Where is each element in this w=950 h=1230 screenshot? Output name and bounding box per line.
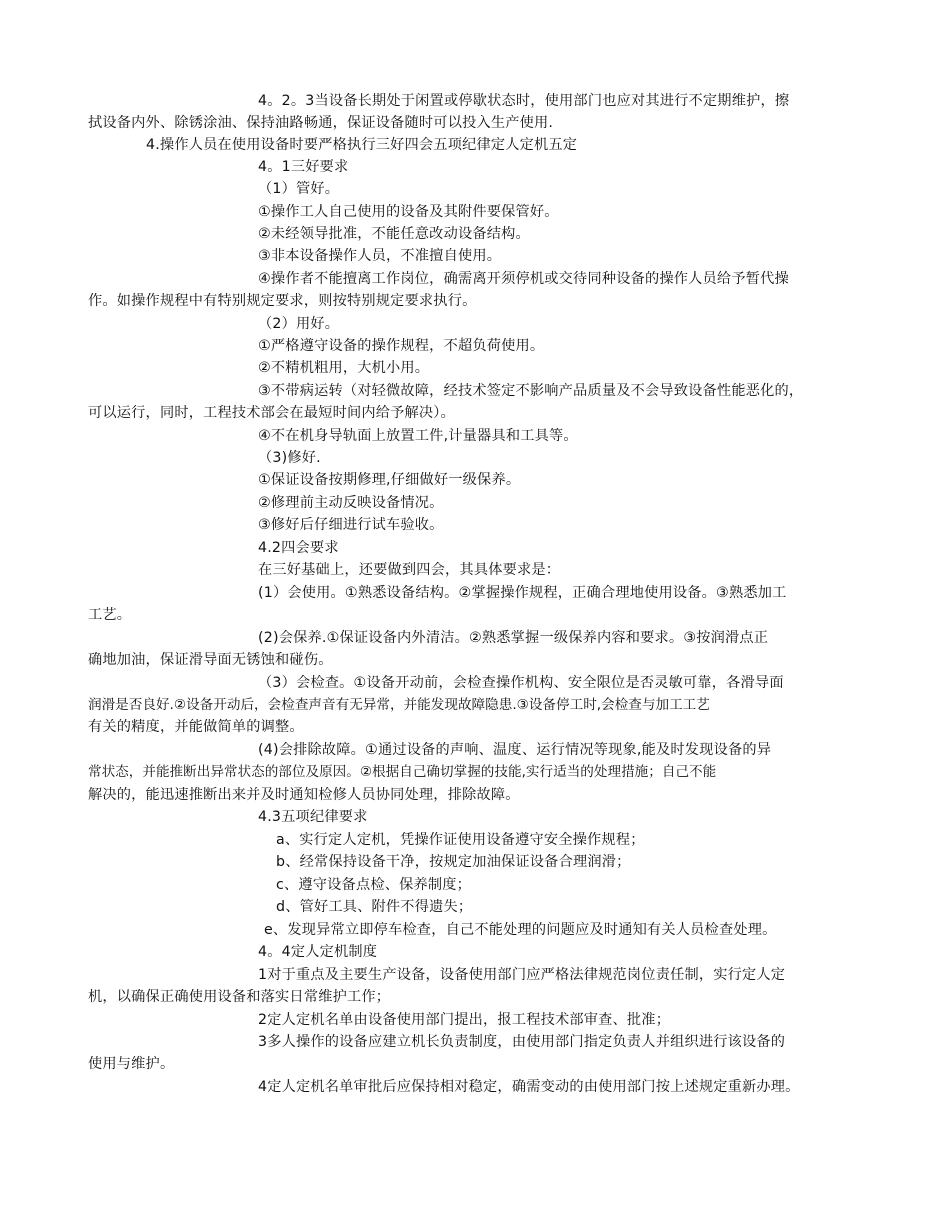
text-line: 有关的精度，并能做简单的调整。 [88,719,304,735]
text-line: 常状态，并能推断出异常状态的部位及原因。②根据自己确切掌握的技能,实行适当的处理措施；自己不能 [88,764,717,780]
list-item: b、经常保持设备干净，按规定加油保证设备合理润滑； [276,854,631,870]
text-line: 润滑是否良好.②设备开动后，会检查声音有无异常，并能发现故障隐患.③设备停工时,会检查与加工工艺 [88,697,710,713]
text-line: (1）会使用。①熟悉设备结构。②掌握操作规程，正确合理地使用设备。③熟悉加工 [258,585,787,601]
text-line: 确地加油，保证滑导面无锈蚀和碰伤。 [88,652,333,668]
text-line: （2）用好。 [258,316,340,332]
text-line: 4。2。3当设备长期处于闲置或停歇状态时，使用部门也应对其进行不定期维护，擦 [258,93,790,109]
text-line: 拭设备内外、除锈涂油、保持油路畅通，保证设备随时可以投入生产使用. [88,115,554,131]
list-item: d、管好工具、附件不得遗失； [276,899,473,915]
text-line: ③不带病运转（对轻微故障，经技术签定不影响产品质量及不会导致设备性能恶化的， [258,383,804,399]
list-item: a、实行定人定机，凭操作证使用设备遵守安全操作规程； [276,832,645,848]
text-line: (2)会保养.①保证设备内外清洁。②熟悉掌握一级保养内容和要求。③按润滑点正 [258,630,769,646]
subsection-heading: 4.3五项纪律要求 [258,809,368,825]
text-line: ③修好后仔细进行试车验收。 [258,517,444,533]
text-line: ③非本设备操作人员，不准擅自使用。 [258,248,502,264]
text-line: （1）管好。 [258,181,340,197]
text-line: ②修理前主动反映设备情况。 [258,495,444,511]
text-line: 可以运行，同时，工程技术部会在最短时间内给予解决）。 [88,405,455,421]
text-line: 1对于重点及主要生产设备，设备使用部门应严格法律规范岗位责任制，实行定人定 [258,967,786,983]
text-line: 2定人定机名单由设备使用部门提出，报工程技术部审查、批准； [258,1012,671,1028]
text-line: ②不精机粗用，大机小用。 [258,360,430,376]
text-line: （3）会检查。①设备开动前，会检查操作机构、安全限位是否灵敏可靠，各滑导面 [258,675,784,691]
text-line: (4)会排除故障。①通过设备的声响、温度、运行情况等现象,能及时发现设备的异 [258,742,772,758]
text-line: 使用与维护。 [88,1056,175,1072]
text-line: 解决的，能迅速推断出来并及时通知检修人员协同处理，排除故障。 [88,787,520,803]
text-line: ①保证设备按期修理,仔细做好一级保养。 [258,472,521,488]
subsection-heading: 4.2四会要求 [258,540,339,556]
text-line: ①操作工人自己使用的设备及其附件要保管好。 [258,204,559,220]
list-item: c、遵守设备点检、保养制度； [276,877,472,893]
text-line: ②未经领导批准，不能任意改动设备结构。 [258,226,530,242]
text-line: 机，以确保正确使用设备和落实日常维护工作； [88,989,391,1005]
subsection-heading: 4。4定人定机制度 [258,944,378,960]
text-line: ①严格遵守设备的操作规程，不超负荷使用。 [258,338,545,354]
text-line: （3)修好. [258,450,321,466]
section-heading: 4.操作人员在使用设备时要严格执行三好四会五项纪律定人定机五定 [146,137,578,153]
text-line: 工艺。 [88,607,132,623]
text-line: ④操作者不能擅离工作岗位，确需离开须停机或交待同种设备的操作人员给予暂代操 [258,271,789,287]
text-line: ④不在机身导轨面上放置工件,计量器具和工具等。 [258,428,578,444]
text-line: 在三好基础上，还要做到四会，其具体要求是： [258,562,561,578]
text-line: 3多人操作的设备应建立机长负责制度，由使用部门指定负责人并组织进行该设备的 [258,1034,786,1050]
subsection-heading: 4。1三好要求 [258,159,349,175]
text-line: 作。如操作规程中有特别规定要求，则按特别规定要求执行。 [88,293,477,309]
list-item: e、发现异常立即停车检查，自己不能处理的问题应及时通知有关人员检查处理。 [264,922,777,938]
text-line: 4定人定机名单审批后应保持相对稳定，确需变动的由使用部门按上述规定重新办理。 [258,1079,800,1095]
